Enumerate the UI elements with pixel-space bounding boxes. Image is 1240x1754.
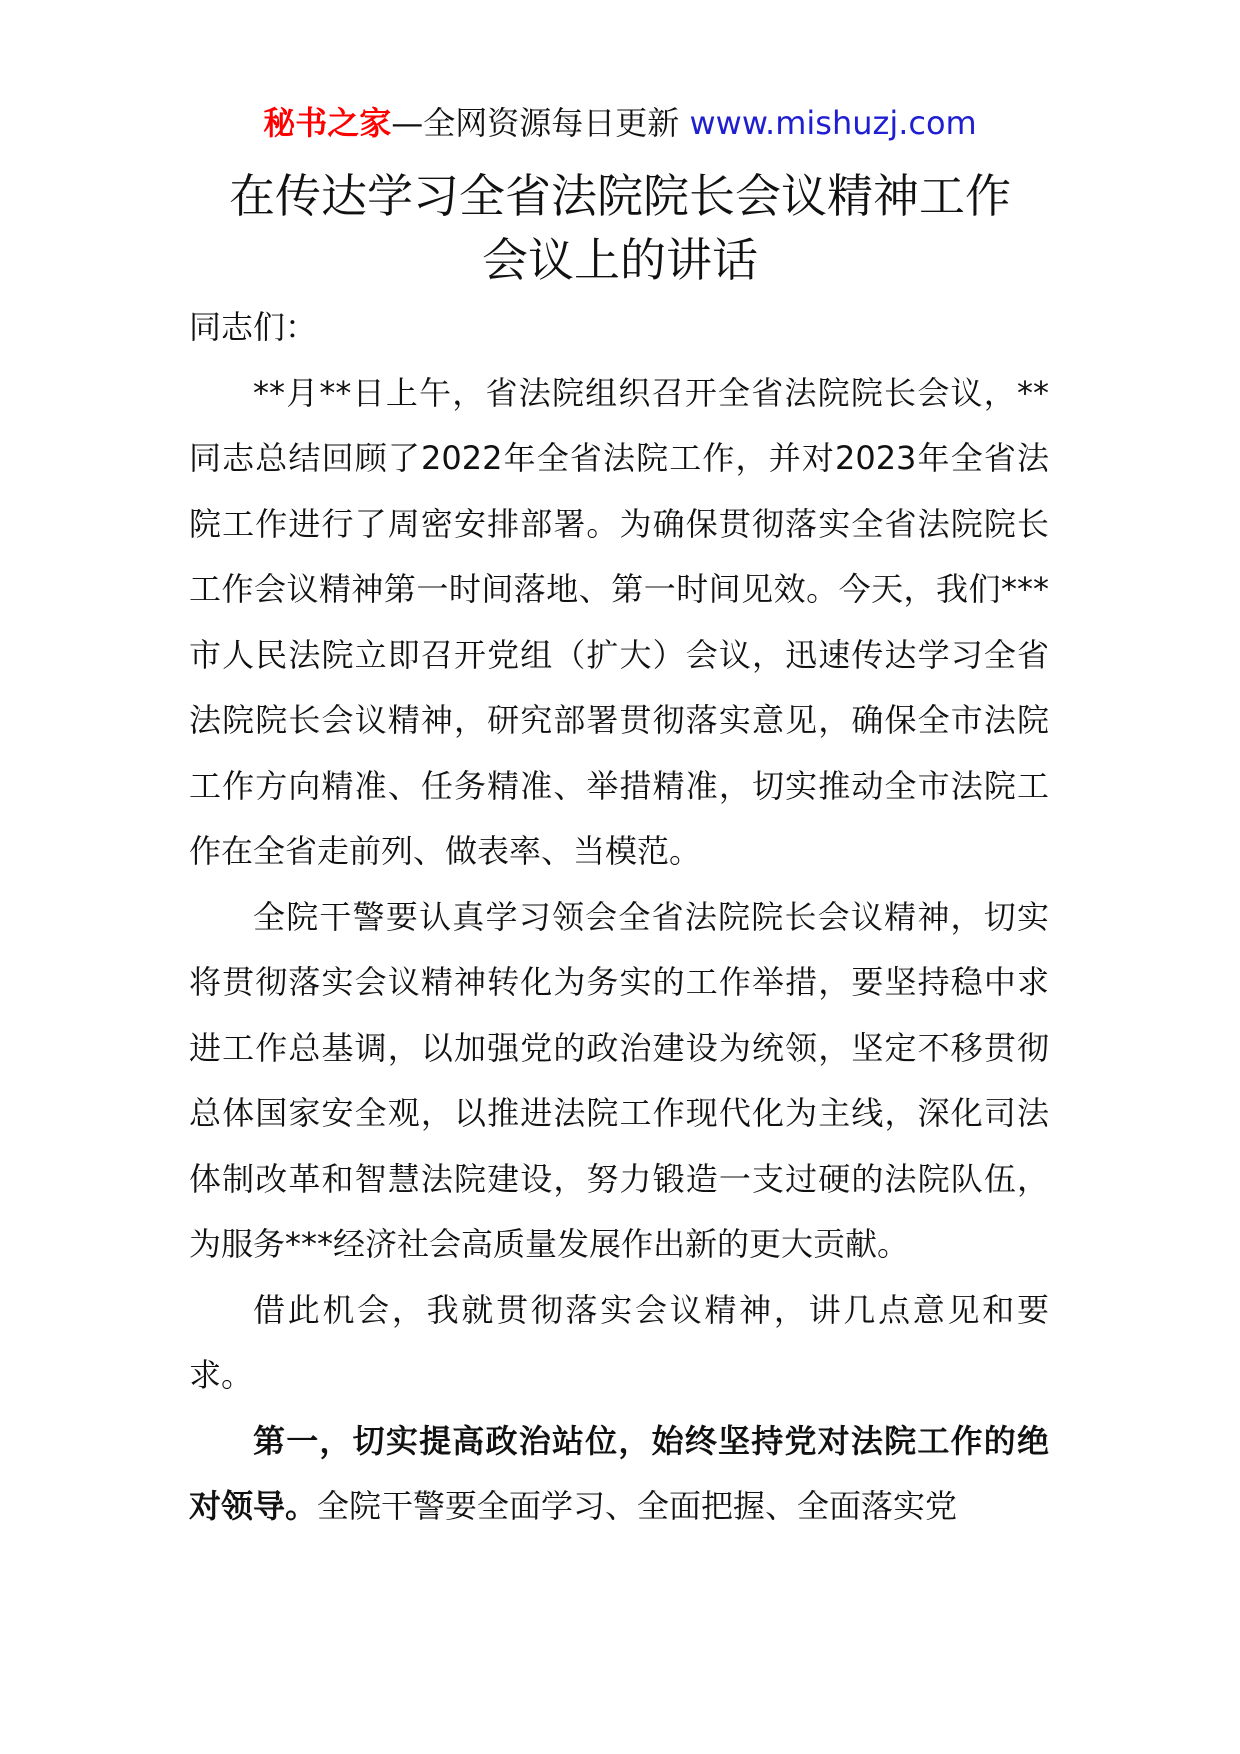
brand-name: 秘书之家 xyxy=(263,104,392,142)
paragraph-1: **月**日上午，省法院组织召开全省法院院长会议，**同志总结回顾了2022年全省法院工作，并对2023年全省法院工作进行了周密安排部署。为确保贯彻落实全省法院院长工作会议精神第一时间落地、第一时间见效。今天，我们***市人民法院立即召开党组（扩大）会议，迅速传达学习全省法院院长会议精神，研究部署贯彻落实意见，确保全市法院工作方向精准、任务精准、举措精准，切实推动全市法院工作在全省走前列、做表率、当模范。 xyxy=(189,373,1049,870)
paragraph-2: 全院干警要认真学习领会全省法院院长会议精神，切实将贯彻落实会议精神转化为务实的工作举措，要坚持稳中求进工作总基调，以加强党的政治建设为统领，坚定不移贯彻总体国家安全观，以推进法院工作现代化为主线，深化司法体制改革和智慧法院建设，努力锻造一支过硬的法院队伍，为服务***经济社会高质量发展作出新的更大贡献。 xyxy=(189,897,1049,1263)
paragraph-3: 借此机会，我就贯彻落实会议精神，讲几点意见和要求。 xyxy=(189,1290,1049,1394)
site-header xyxy=(0,100,1240,146)
title-line-2: 会议上的讲话 xyxy=(482,233,758,287)
title-line-1: 在传达学习全省法院院长会议精神工作 xyxy=(229,169,1011,223)
section-heading-1: 第一，切实提高政治站位，始终坚持党对法院工作的绝对领导。 xyxy=(189,1421,1049,1525)
document-body xyxy=(189,295,1049,1540)
header-slogan: —全网资源每日更新 xyxy=(391,104,680,142)
paragraph-4-text: 全院干警要全面学习、全面把握、全面落实党 xyxy=(317,1487,958,1525)
site-url-link[interactable]: www.mishuzj.com xyxy=(689,104,977,142)
document-title xyxy=(140,164,1100,292)
paragraph-4 xyxy=(189,1409,1049,1540)
salutation: 同志们： xyxy=(189,308,318,346)
